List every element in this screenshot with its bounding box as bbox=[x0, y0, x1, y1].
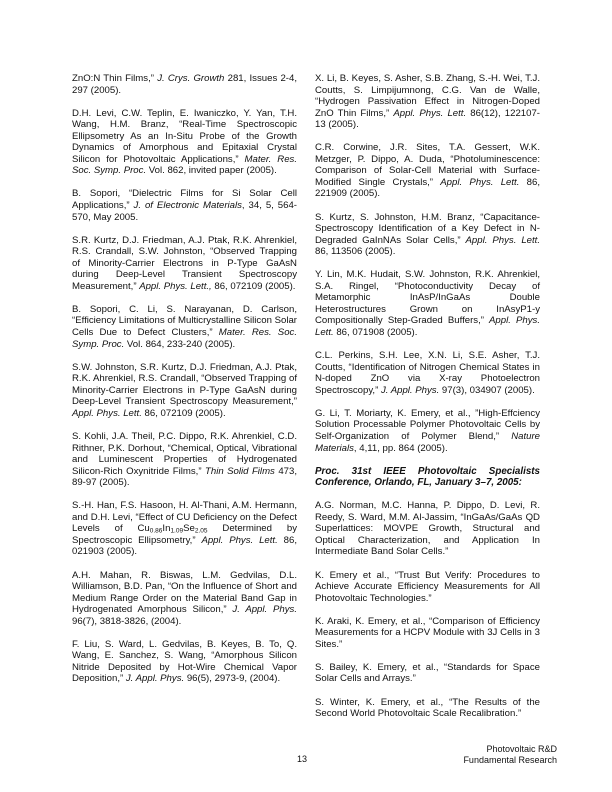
reference: S. Kurtz, S. Johnston, H.M. Branz, “Capacitance-Spectroscopy Identification of a Key Defect in N-Degraded GaInNAs Solar Cells,” Appl. Phys. Lett. 86, 113506 (2005). bbox=[315, 211, 540, 258]
footer-line-1: Photovoltaic R&D bbox=[486, 744, 557, 754]
right-column bbox=[315, 73, 540, 731]
reference: ZnO:N Thin Films,” J. Crys. Growth 281, Issues 2-4, 297 (2005). bbox=[72, 73, 297, 96]
conference-reference: K. Araki, K. Emery, et al., “Comparison of Efficiency Measurements for a HCPV Module with 3J Cells in 3 Sites.” bbox=[315, 615, 540, 650]
reference: S. Kohli, J.A. Theil, P.C. Dippo, R.K. Ahrenkiel, C.D. Rithner, P.K. Dorhout, “Chemical, Optical, Vibrational and Luminescent Properties of Hydrogenated Silicon-Rich Oxynitride Films,” Thin Solid Films 473, 89-97 (2005). bbox=[72, 430, 297, 489]
reference: S.W. Johnston, S.R. Kurtz, D.J. Friedman, A.J. Ptak, R.K. Ahrenkiel, R.S. Crandall, “Observed Trapping of Minority-Carrier Electrons in P-Type GaAsN during Deep-Level Transient Spectroscopy Measurement,” Appl. Phys. Lett. 86, 072109 (2005). bbox=[72, 361, 297, 419]
conference-reference: S. Winter, K. Emery, et al., “The Results of the Second World Photovoltaic Scale Recalibration.” bbox=[315, 696, 540, 720]
reference: D.H. Levi, C.W. Teplin, E. Iwaniczko, Y. Yan, T.H. Wang, H.M. Branz, “Real-Time Spectroscopic Ellipsometry As an In-Situ Probe of the Growth Dynamics of Amorphous and Epitaxial Crystal Silicon for Photovoltaic Applications,” Mater. Res. Soc. Symp. Proc. Vol. 862, invited paper (2005). bbox=[72, 107, 297, 177]
reference: S.R. Kurtz, D.J. Friedman, A.J. Ptak, R.K. Ahrenkiel, R.S. Crandall, S.W. Johnston, “Observed Trapping of Minority-Carrier Electrons in P-Type GaAsN during Deep-Level Transient Spectroscopy Measurement,” Appl. Phys. Lett., 86, 072109 (2005). bbox=[72, 234, 297, 292]
footer-line-2: Fundamental Research bbox=[463, 755, 557, 765]
reference: C.L. Perkins, S.H. Lee, X.N. Li, S.E. Asher, T.J. Coutts, “Identification of Nitrogen Chemical States in N-doped ZnO via X-ray Photoelectron Spectroscopy,” J. Appl. Phys. 97(3), 034907 (2005). bbox=[315, 350, 540, 396]
left-column bbox=[72, 73, 297, 697]
reference: B. Sopori, C. Li, S. Narayanan, D. Carlson, “Efficiency Limitations of Multicrystalline Silicon Solar Cells Due to Defect Clusters,” Mater. Res. Soc. Symp. Proc. Vol. 864, 233-240 (2005). bbox=[72, 303, 297, 350]
conference-reference: S. Bailey, K. Emery, et al., “Standards for Space Solar Cells and Arrays.” bbox=[315, 661, 540, 685]
page-number: 13 bbox=[297, 754, 308, 764]
reference: F. Liu, S. Ward, L. Gedvilas, B. Keyes, B. To, Q. Wang, E. Sanchez, S. Wang, “Amorphous Silicon Nitride Deposited by Hot-Wire Chemical Vapor Deposition,” J. Appl. Phys. 96(5), 2973-9, (2004). bbox=[72, 638, 297, 685]
reference: B. Sopori, “Dielectric Films for Si Solar Cell Applications,” J. of Electronic Materials, 34, 5, 564-570, May 2005. bbox=[72, 188, 297, 223]
reference: G. Li, T. Moriarty, K. Emery, et al., ”High-Effciency Solution Processable Polymer Photovoltaic Cells by Self-Organization of Polymer Blend,” Nature Materials, 4,11, pp. 864 (2005). bbox=[315, 407, 540, 454]
conference-reference: A.G. Norman, M.C. Hanna, P. Dippo, D. Levi, R. Reedy, S. Ward, M.M. Al-Jassim, “InGaAs/GaAs QD Superlattices: MOVPE Growth, Structural and Optical Characterization, and Application In Intermediate Band Solar Cells.” bbox=[315, 500, 540, 558]
reference: X. Li, B. Keyes, S. Asher, S.B. Zhang, S.-H. Wei, T.J. Coutts, S. Limpijumnong, C.G. Van de Walle, “Hydrogen Passivation Effect in Nitrogen-Doped ZnO Thin Films,” Appl. Phys. Lett. 86(12), 122107-13 (2005). bbox=[315, 73, 540, 131]
conference-reference: K. Emery et al., “Trust But Verify: Procedures to Achieve Accurate Efficiency Measurements for All Photovoltaic Technologies.” bbox=[315, 569, 540, 604]
running-footer bbox=[463, 744, 557, 766]
section-heading: Proc. 31st IEEE Photovoltaic Specialists Conference, Orlando, FL, January 3–7, 2005: bbox=[315, 465, 540, 489]
reference: C.R. Corwine, J.R. Sites, T.A. Gessert, W.K. Metzger, P. Dippo, A. Duda, “Photoluminescence: Comparison of Solar-Cell Material with Surface-Modified Single Crystals,” Appl. Phys. Lett. 86, 221909 (2005). bbox=[315, 142, 540, 200]
reference: Y. Lin, M.K. Hudait, S.W. Johnston, R.K. Ahrenkiel, S.A. Ringel, “Photoconductivity Decay of Metamorphic InAsP/InGaAs Double Heterostructures Grown on InAsyP1-y Compositionally Step-Graded Buffers,” Appl. Phys. Lett. 86, 071908 (2005). bbox=[315, 269, 540, 339]
reference: A.H. Mahan, R. Biswas, L.M. Gedvilas, D.L. Williamson, B.D. Pan, “On the Influence of Short and Medium Range Order on the Material Band Gap in Hydrogenated Amorphous Silicon,” J. Appl. Phys. 96(7), 3818-3826, (2004). bbox=[72, 569, 297, 627]
reference-han: S.-H. Han, F.S. Hasoon, H. Al-Thani, A.M. Hermann, and D.H. Levi, “Effect of CU Deficiency on the Defect Levels of $Cu_{0.86}In_{1.09}Se_{2.05}$ Determined by Spectroscopic Ellipsometry,” Appl. Phys. Lett. 86, 021903 (2005). bbox=[72, 500, 297, 558]
